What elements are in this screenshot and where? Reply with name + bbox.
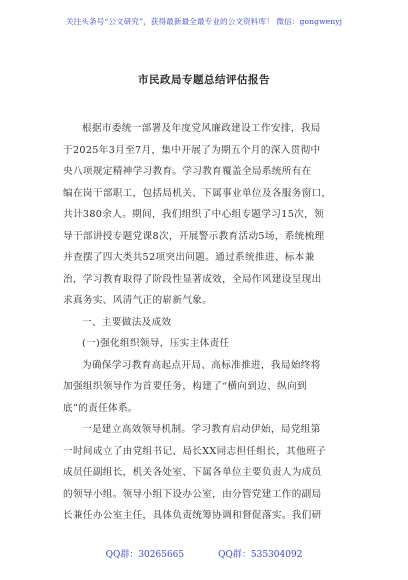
header-promo-note: 关注头条号“公文研究”，获得最新最全最专业的公文资料库！ 微信：gongwenyj (65, 17, 343, 26)
body-line: 长兼任办公室主任，具体负责统筹协调和督促落实。我们研 (63, 510, 322, 521)
footer-qq-group-2: QQ群：535304092 (218, 550, 303, 560)
body-line: 央八项规定精神学习教育。学习教育覆盖全局系统所有在 (63, 166, 312, 177)
body-line: 一时间成立了由党组书记、局长XX同志担任组长，其他班子 (63, 445, 326, 457)
section-heading: 一、主要做法及成效 (82, 316, 172, 328)
document-body (63, 118, 355, 527)
body-line: 根据市委统一部署及年度党风廉政建设工作安排，我局 (82, 123, 321, 134)
body-line: 加强组织领导作为首要任务，构建了“横向到边、纵向到 (63, 381, 307, 392)
footer-contacts (0, 547, 408, 560)
body-line: 编在岗干部职工，包括局机关、下属事业单位及各服务窗口， (63, 187, 332, 199)
footer-qq-group-1: QQ群：30265665 (105, 550, 185, 560)
body-line: 于2025年3月至7月，集中开展了为期五个月的深入贯彻中 (63, 144, 321, 156)
body-line: 成员任副组长，机关各处室、下属各单位主要负责人为成员 (63, 467, 322, 478)
body-line: 的领导小组。领导小组下设办公室，由分管党建工作的副局 (63, 488, 322, 500)
body-line: 为确保学习教育高起点开局、高标准推进，我局始终将 (82, 359, 321, 371)
body-line: 治，学习教育取得了阶段性显著成效，全局作风建设呈现出 (63, 273, 322, 285)
subsection-heading: (一)强化组织领导，压实主体责任 (82, 338, 230, 349)
body-line: 导干部讲授专题党课8次，开展警示教育活动5场，系统梳理 (63, 230, 325, 242)
body-line: 一是建立高效领导机制。学习教育启动伊始，局党组第 (82, 424, 321, 435)
document-title: 市民政局专题总结评估报告 (138, 74, 270, 86)
body-line: 并查摆了四大类共52项突出问题。通过系统推进、标本兼 (63, 252, 315, 263)
body-line: 求真务实、风清气正的崭新气象。 (63, 295, 213, 306)
body-line: 共计380余人。期间，我们组织了中心组专题学习15次，领 (63, 209, 324, 220)
body-line: 底”的责任体系。 (63, 402, 138, 414)
